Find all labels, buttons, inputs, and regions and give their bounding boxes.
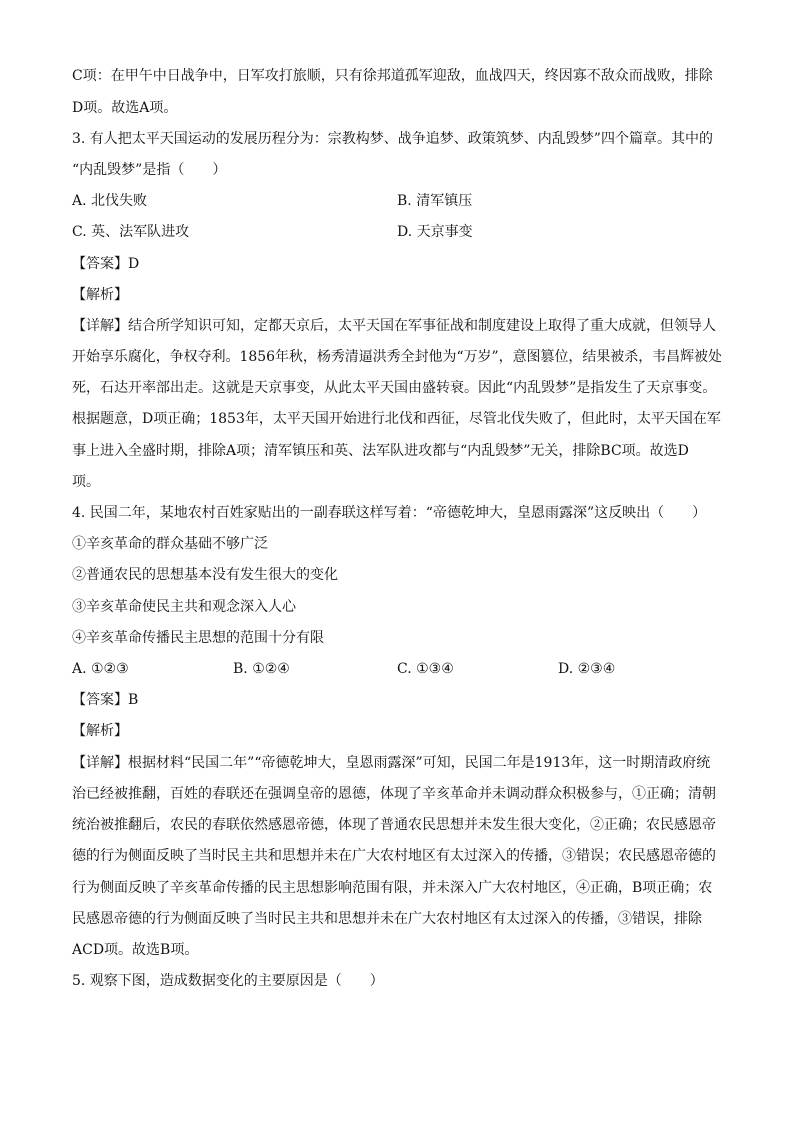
q3-detail-line-2: 开始享乐腐化，争权夺利。1856年秋，杨秀清逼洪秀全封他为“万岁”，意图篡位，结果被杀，韦昌辉被处 xyxy=(72,349,722,365)
prev-explanation-line-1: C项：在甲午中日战争中，日军攻打旅顺，只有徐邦道孤军迎敌，血战四天，终因寡不敌众而战败，排除 xyxy=(72,68,713,84)
q3-stem-line-2: “内乱毁梦”是指（ ） xyxy=(72,162,227,178)
q4-option-b: B. ①②④ xyxy=(233,661,290,677)
q3-analysis-label: 【解析】 xyxy=(72,287,128,303)
q4-detail-line-1: 【详解】根据材料“民国二年”“帝德乾坤大，皇恩雨露深”可知，民国二年是1913年，这一时期清政府统 xyxy=(72,755,711,771)
q4-detail-line-4: 德的行为侧面反映了当时民主共和思想并未在广大农村地区有太过深入的传播，③错误；农民感恩帝德的 xyxy=(72,848,716,864)
q4-answer: 【答案】B xyxy=(72,692,139,708)
q4-option-d: D. ②③④ xyxy=(558,661,616,677)
q4-statement-1: ①辛亥革命的群众基础不够广泛 xyxy=(72,536,268,552)
q4-detail-line-3: 统治被推翻后，农民的春联依然感恩帝德，体现了普通农民思想并未发生很大变化，②正确；农民感恩帝 xyxy=(72,817,716,833)
q3-stem-line-1: 3. 有人把太平天国运动的发展历程分为：宗教构梦、战争追梦、政策筑梦、内乱毁梦”四个篇章。其中的 xyxy=(72,131,713,147)
q4-analysis-label: 【解析】 xyxy=(72,723,128,739)
q4-statement-4: ④辛亥革命传播民主思想的范围十分有限 xyxy=(72,630,324,646)
q4-option-c: C. ①③④ xyxy=(397,661,454,677)
q3-detail-line-6: 项。 xyxy=(72,474,100,490)
q4-detail-line-5: 行为侧面反映了辛亥革命传播的民主思想影响范围有限，并未深入广大农村地区，④正确，B项正确；农 xyxy=(72,880,713,896)
q4-stem: 4. 民国二年，某地农村百姓家贴出的一副春联这样写着：“帝德乾坤大，皇恩雨露深”这反映出（ ） xyxy=(72,505,707,521)
q3-detail-line-1: 【详解】结合所学知识可知，定都天京后，太平天国在军事征战和制度建设上取得了重大成就，但领导人 xyxy=(72,318,716,334)
q3-detail-line-5: 事上进入全盛时期，排除A项；清军镇压和英、法军队进攻都与“内乱毁梦”无关，排除BC项。故选D xyxy=(72,443,689,459)
q4-detail-line-6: 民感恩帝德的行为侧面反映了当时民主共和思想并未在广大农村地区有太过深入的传播，③错误，排除 xyxy=(72,911,702,927)
q4-statement-3: ③辛亥革命使民主共和观念深入人心 xyxy=(72,599,296,615)
q3-answer: 【答案】D xyxy=(72,256,140,272)
q3-option-a: A. 北伐失败 xyxy=(72,193,148,209)
q3-option-d: D. 天京事变 xyxy=(397,224,473,240)
q4-option-a: A. ①②③ xyxy=(72,661,129,677)
prev-explanation-line-2: D项。故选A项。 xyxy=(72,100,178,116)
q4-statement-2: ②普通农民的思想基本没有发生很大的变化 xyxy=(72,567,338,583)
q3-option-c: C. 英、法军队进攻 xyxy=(72,224,190,240)
q5-stem: 5. 观察下图，造成数据变化的主要原因是（ ） xyxy=(72,973,384,989)
q3-detail-line-4: 根据题意，D项正确；1853年，太平天国开始进行北伐和西征，尽管北伐失败了，但此时，太平天国在军 xyxy=(72,411,721,427)
q4-detail-line-2: 治已经被推翻，百姓的春联还在强调皇帝的恩德，体现了辛亥革命并未调动群众积极参与，①正确；清朝 xyxy=(72,786,716,802)
q3-detail-line-3: 死，石达开率部出走。这就是天京事变，从此太平天国由盛转衰。因此“内乱毁梦”是指发生了天京事变。 xyxy=(72,380,717,396)
q4-detail-line-7: ACD项。故选B项。 xyxy=(72,942,199,958)
q3-option-b: B. 清军镇压 xyxy=(397,193,473,209)
